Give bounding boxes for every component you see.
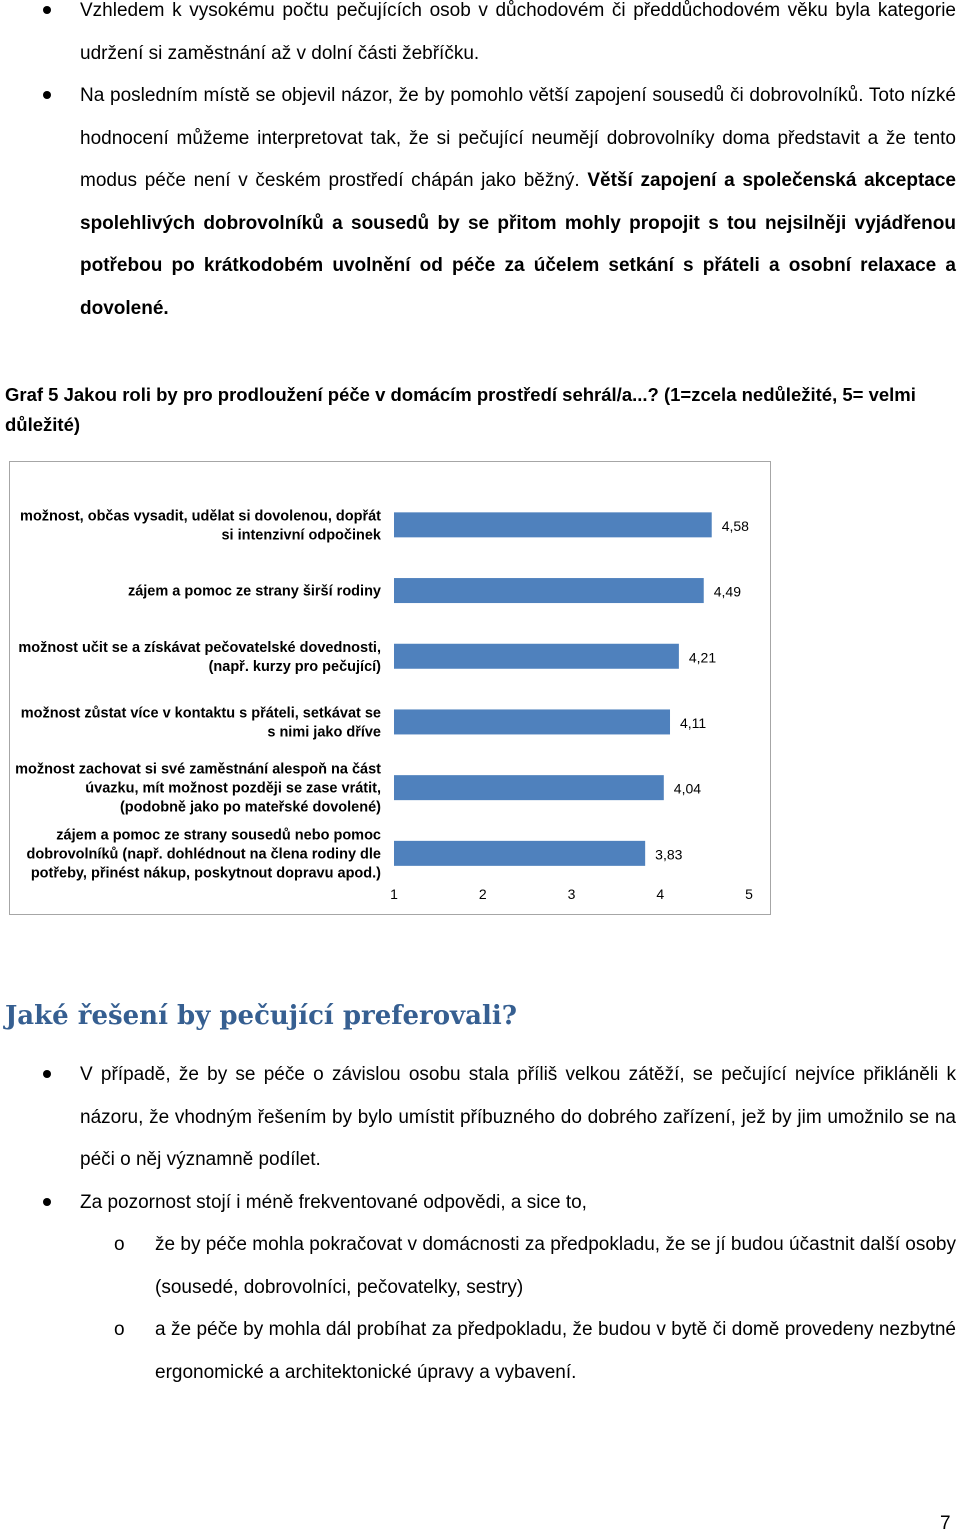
sub-bullet-item — [0, 1309, 960, 1394]
sub-bullet-text: že by péče mohla pokračovat v domácnosti za předpokladu, že se jí budou účastnit další osoby (sousedé, dobrovolníci, pečovatelky, sestry) — [155, 1234, 956, 1298]
chart-bar — [394, 709, 670, 734]
category-label: úvazku, mít možnost později se zase vrátit, — [85, 780, 381, 797]
category-label: potřeby, přinést nákup, poskytnout dopravu apod.) — [30, 865, 381, 882]
bullet-item — [0, 0, 960, 75]
bar-value-label: 4,49 — [713, 583, 741, 600]
category-label: (podobně jako po mateřské dovolené) — [119, 799, 381, 816]
sub-bullet-text: a že péče by mohla dál probíhat za předpokladu, že budou v bytě či domě provedeny nezbytné ergonomické a architektonické úpravy a vybavení. — [155, 1319, 956, 1383]
x-tick-label: 3 — [567, 886, 576, 902]
bullet-item — [0, 1182, 960, 1225]
category-label: možnost, občas vysadit, udělat si dovolenou, dopřát — [20, 508, 381, 525]
chart-bar — [394, 578, 704, 603]
bullet-text: Vzhledem k vysokému počtu pečujících osob v důchodovém či předdůchodovém věku byla kategorie udržení si zaměstnání až v dolní části žebříčku. — [80, 0, 956, 64]
chart-bar — [394, 841, 645, 866]
category-label: dobrovolníků (např. dohlédnout na člena rodiny dle — [26, 846, 381, 863]
chart-bar — [394, 775, 664, 800]
sub-bullet-marker: o — [114, 1234, 125, 1255]
category-label: možnost učit se a získávat pečovatelské dovednosti, — [18, 639, 381, 656]
bar-chart — [9, 461, 771, 915]
category-label: možnost zůstat více v kontaktu s přáteli, setkávat se — [20, 705, 381, 722]
x-tick-label: 4 — [656, 886, 665, 902]
sub-bullet-item — [0, 1224, 960, 1309]
chart-svg — [10, 462, 770, 914]
bar-value-label: 4,04 — [673, 780, 702, 797]
category-label: si intenzivní odpočinek — [221, 527, 381, 544]
bullet-dot-icon — [43, 6, 51, 14]
category-label: zájem a pomoc ze strany širší rodiny — [127, 583, 381, 600]
x-tick-label: 1 — [390, 886, 398, 902]
page-number: 7 — [940, 1513, 951, 1534]
sub-bullet-list — [0, 1224, 960, 1394]
chart-bar — [394, 512, 712, 537]
bottom-bullet-list — [0, 1054, 960, 1224]
bullet-text: Na posledním místě se objevil názor, že by pomohlo větší zapojení sousedů či dobrovolníků. Toto nízké hodnocení můžeme interpretovat tak, že si pečující neumějí dobrovolníky doma představit a že tento modus péče není v českém prostředí chápán jako běžný. — [80, 85, 956, 191]
category-label: (např. kurzy pro pečující) — [208, 658, 381, 675]
bullet-dot-icon — [43, 1198, 51, 1206]
bullet-dot-icon — [43, 91, 51, 99]
chart-bar — [394, 644, 679, 669]
category-label: zájem a pomoc ze strany sousedů nebo pomoc — [56, 827, 381, 844]
bullet-bold-text: Větší zapojení a společenská akceptace spolehlivých dobrovolníků a sousedů by se přitom mohly propojit s tou nejsilněji vyjádřenou potřebou po krátkodobém uvolnění od péče za účelem setkání s přáteli a osobní relaxace a dovolené. — [80, 170, 956, 319]
bullet-text: V případě, že by se péče o závislou osobu stala příliš velkou zátěží, se pečující nejvíce přikláněli k názoru, že vhodným řešením by bylo umístit příbuzného do dobrého zařízení, jež by jim umožnilo se na péči o něj významně podílet. — [80, 1064, 956, 1170]
bar-value-label: 4,58 — [721, 517, 749, 534]
top-bullet-list — [0, 0, 960, 330]
bullet-text: Za pozornost stojí i méně frekventované odpovědi, a sice to, — [80, 1191, 587, 1213]
bullet-dot-icon — [43, 1070, 51, 1078]
section-heading: Jaké řešení by pečující preferovali? — [5, 1001, 517, 1031]
bar-value-label: 4,21 — [688, 649, 717, 666]
bullet-item — [0, 75, 960, 330]
bar-value-label: 3,83 — [655, 846, 683, 863]
x-tick-label: 2 — [478, 886, 487, 902]
bullet-item — [0, 1054, 960, 1182]
chart-caption: Graf 5 Jakou roli by pro prodloužení péče v domácím prostředí sehrál/a...? (1=zcela nedůležité, 5= velmi důležité) — [5, 384, 916, 435]
category-label: možnost zachovat si své zaměstnání alespoň na část — [15, 761, 381, 778]
bar-value-label: 4,11 — [680, 714, 707, 731]
sub-bullet-marker: o — [114, 1319, 125, 1340]
x-tick-label: 5 — [745, 886, 753, 902]
category-label: s nimi jako dříve — [267, 724, 381, 741]
